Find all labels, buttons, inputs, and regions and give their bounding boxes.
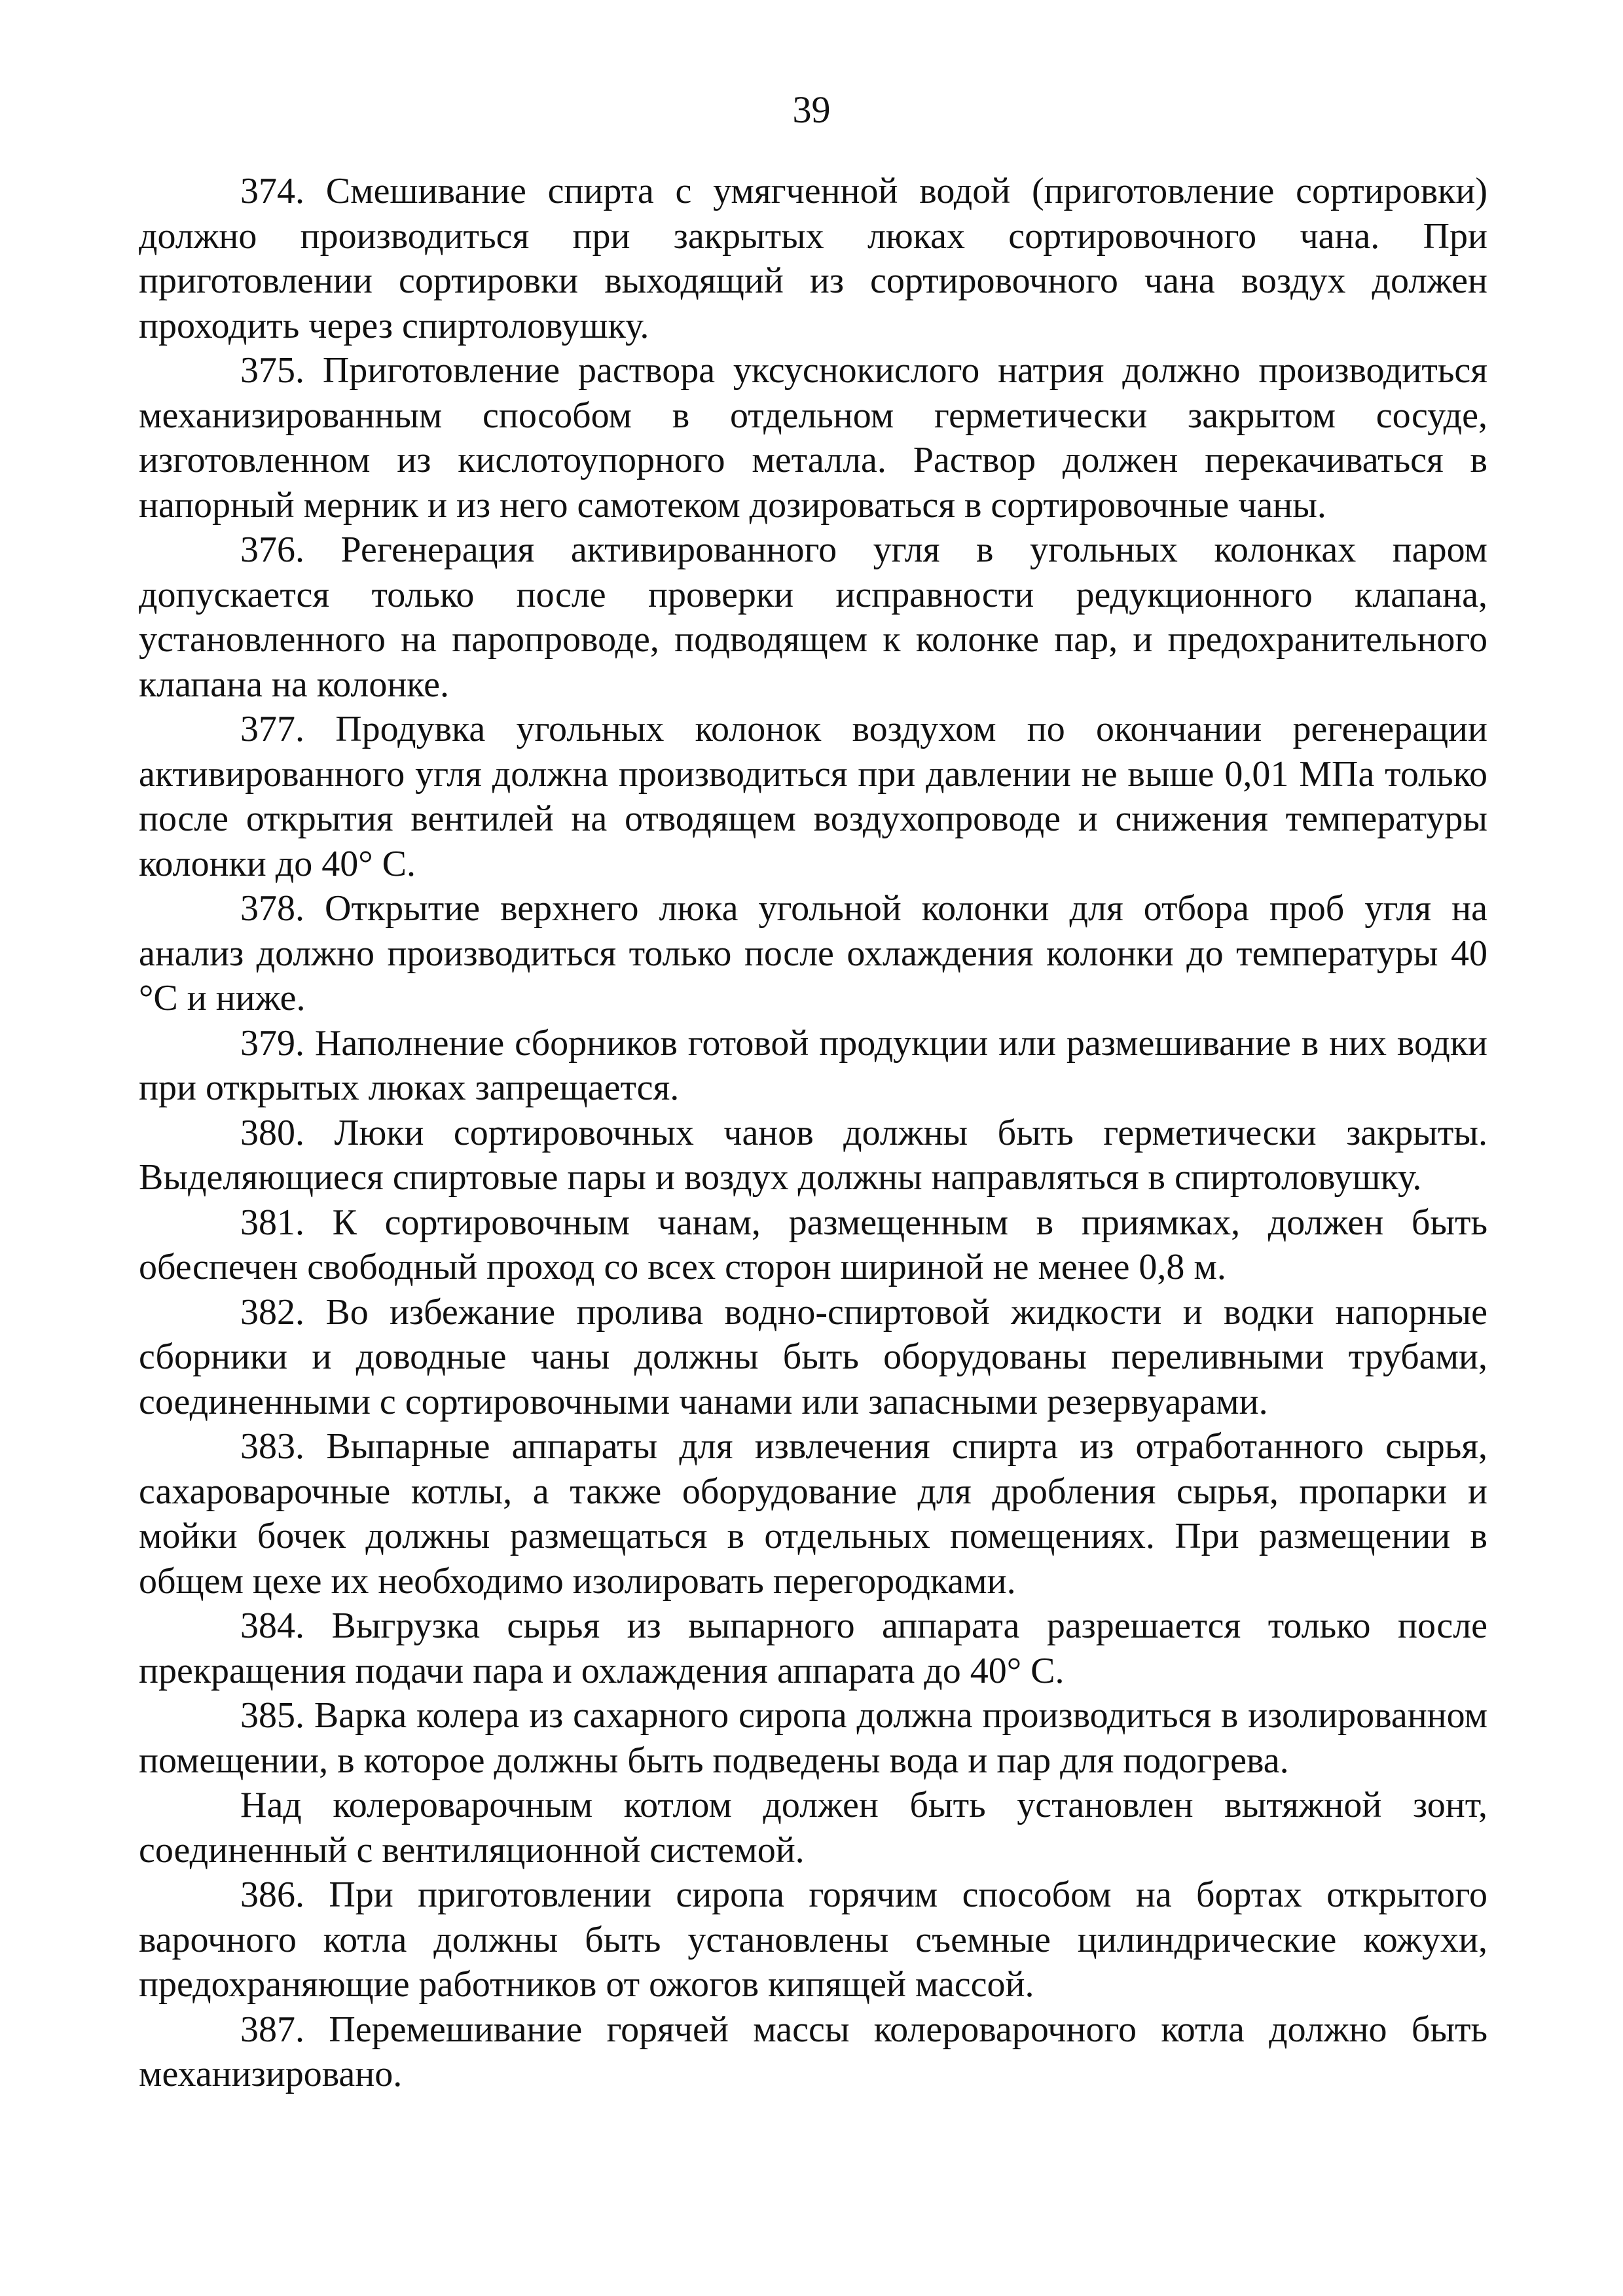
paragraph-382: 382. Во избежание пролива водно-спиртовой жидкости и водки напорные сборники и доводные чаны должны быть оборудованы переливными трубами, соединенными с сортировочными чанами или запасными резервуарами. (139, 1291, 1487, 1422)
paragraph-376: 376. Регенерация активированного угля в угольных колонках паром допускается только после проверки исправности редукционного клапана, установленного на паропроводе, подводящем к колонке пар, и предохранительного клапана на колонке. (139, 529, 1487, 705)
paragraph-377: 377. Продувка угольных колонок воздухом по окончании регенерации активированного угля должна производиться при давлении не выше 0,01 МПа только после открытия вентилей на отводящем воздухопроводе и снижения температуры колонки до 40° С. (139, 709, 1487, 884)
paragraph-380: 380. Люки сортировочных чанов должны быть герметически закрыты. Выделяющиеся спиртовые пары и воздух должны направляться в спиртоловушку. (139, 1112, 1487, 1198)
paragraph-381: 381. К сортировочным чанам, размещенным в приямках, должен быть обеспечен свободный проход со всех сторон шириной не менее 0,8 м. (139, 1202, 1487, 1287)
page-number: 39 (792, 88, 831, 131)
paragraph-386: 386. При приготовлении сиропа горячим способом на бортах открытого варочного котла должны быть установлены съемные цилиндрические кожухи, предохраняющие работников от ожогов кипящей массой. (139, 1874, 1487, 2005)
paragraph-387: 387. Перемешивание горячей массы колероварочного котла должно быть механизировано. (139, 2009, 1487, 2094)
document-body (139, 169, 1487, 2097)
paragraph-379: 379. Наполнение сборников готовой продукции или размешивание в них водки при открытых люках запрещается. (139, 1022, 1487, 1108)
paragraph-385: 385. Варка колера из сахарного сиропа должна производиться в изолированном помещении, в которое должны быть подведены вода и пар для подогрева. (139, 1695, 1487, 1781)
paragraph-385-continuation: Над колероварочным котлом должен быть установлен вытяжной зонт, соединенный с вентиляционной системой. (139, 1785, 1487, 1871)
paragraph-383: 383. Выпарные аппараты для извлечения спирта из отработанного сырья, сахароварочные котлы, а также оборудование для дробления сырья, пропарки и мойки бочек должны размещаться в отдельных помещениях. При размещении в общем цехе их необходимо изолировать перегородками. (139, 1426, 1487, 1602)
paragraph-374: 374. Смешивание спирта с умягченной водой (приготовление сортировки) должно производиться при закрытых люках сортировочного чана. При приготовлении сортировки выходящий из сортировочного чана воздух должен проходить через спиртоловушку. (139, 171, 1487, 346)
paragraph-378: 378. Открытие верхнего люка угольной колонки для отбора проб угля на анализ должно производиться только после охлаждения колонки до температуры 40 °C и ниже. (139, 888, 1487, 1018)
paragraph-375: 375. Приготовление раствора уксуснокислого натрия должно производиться механизированным способом в отдельном герметически закрытом сосуде, изготовленном из кислотоупорного металла. Раствор должен перекачиваться в напорный мерник и из него самотеком дозироваться в сортировочные чаны. (139, 350, 1487, 526)
paragraph-384: 384. Выгрузка сырья из выпарного аппарата разрешается только после прекращения подачи пара и охлаждения аппарата до 40° С. (139, 1605, 1487, 1691)
